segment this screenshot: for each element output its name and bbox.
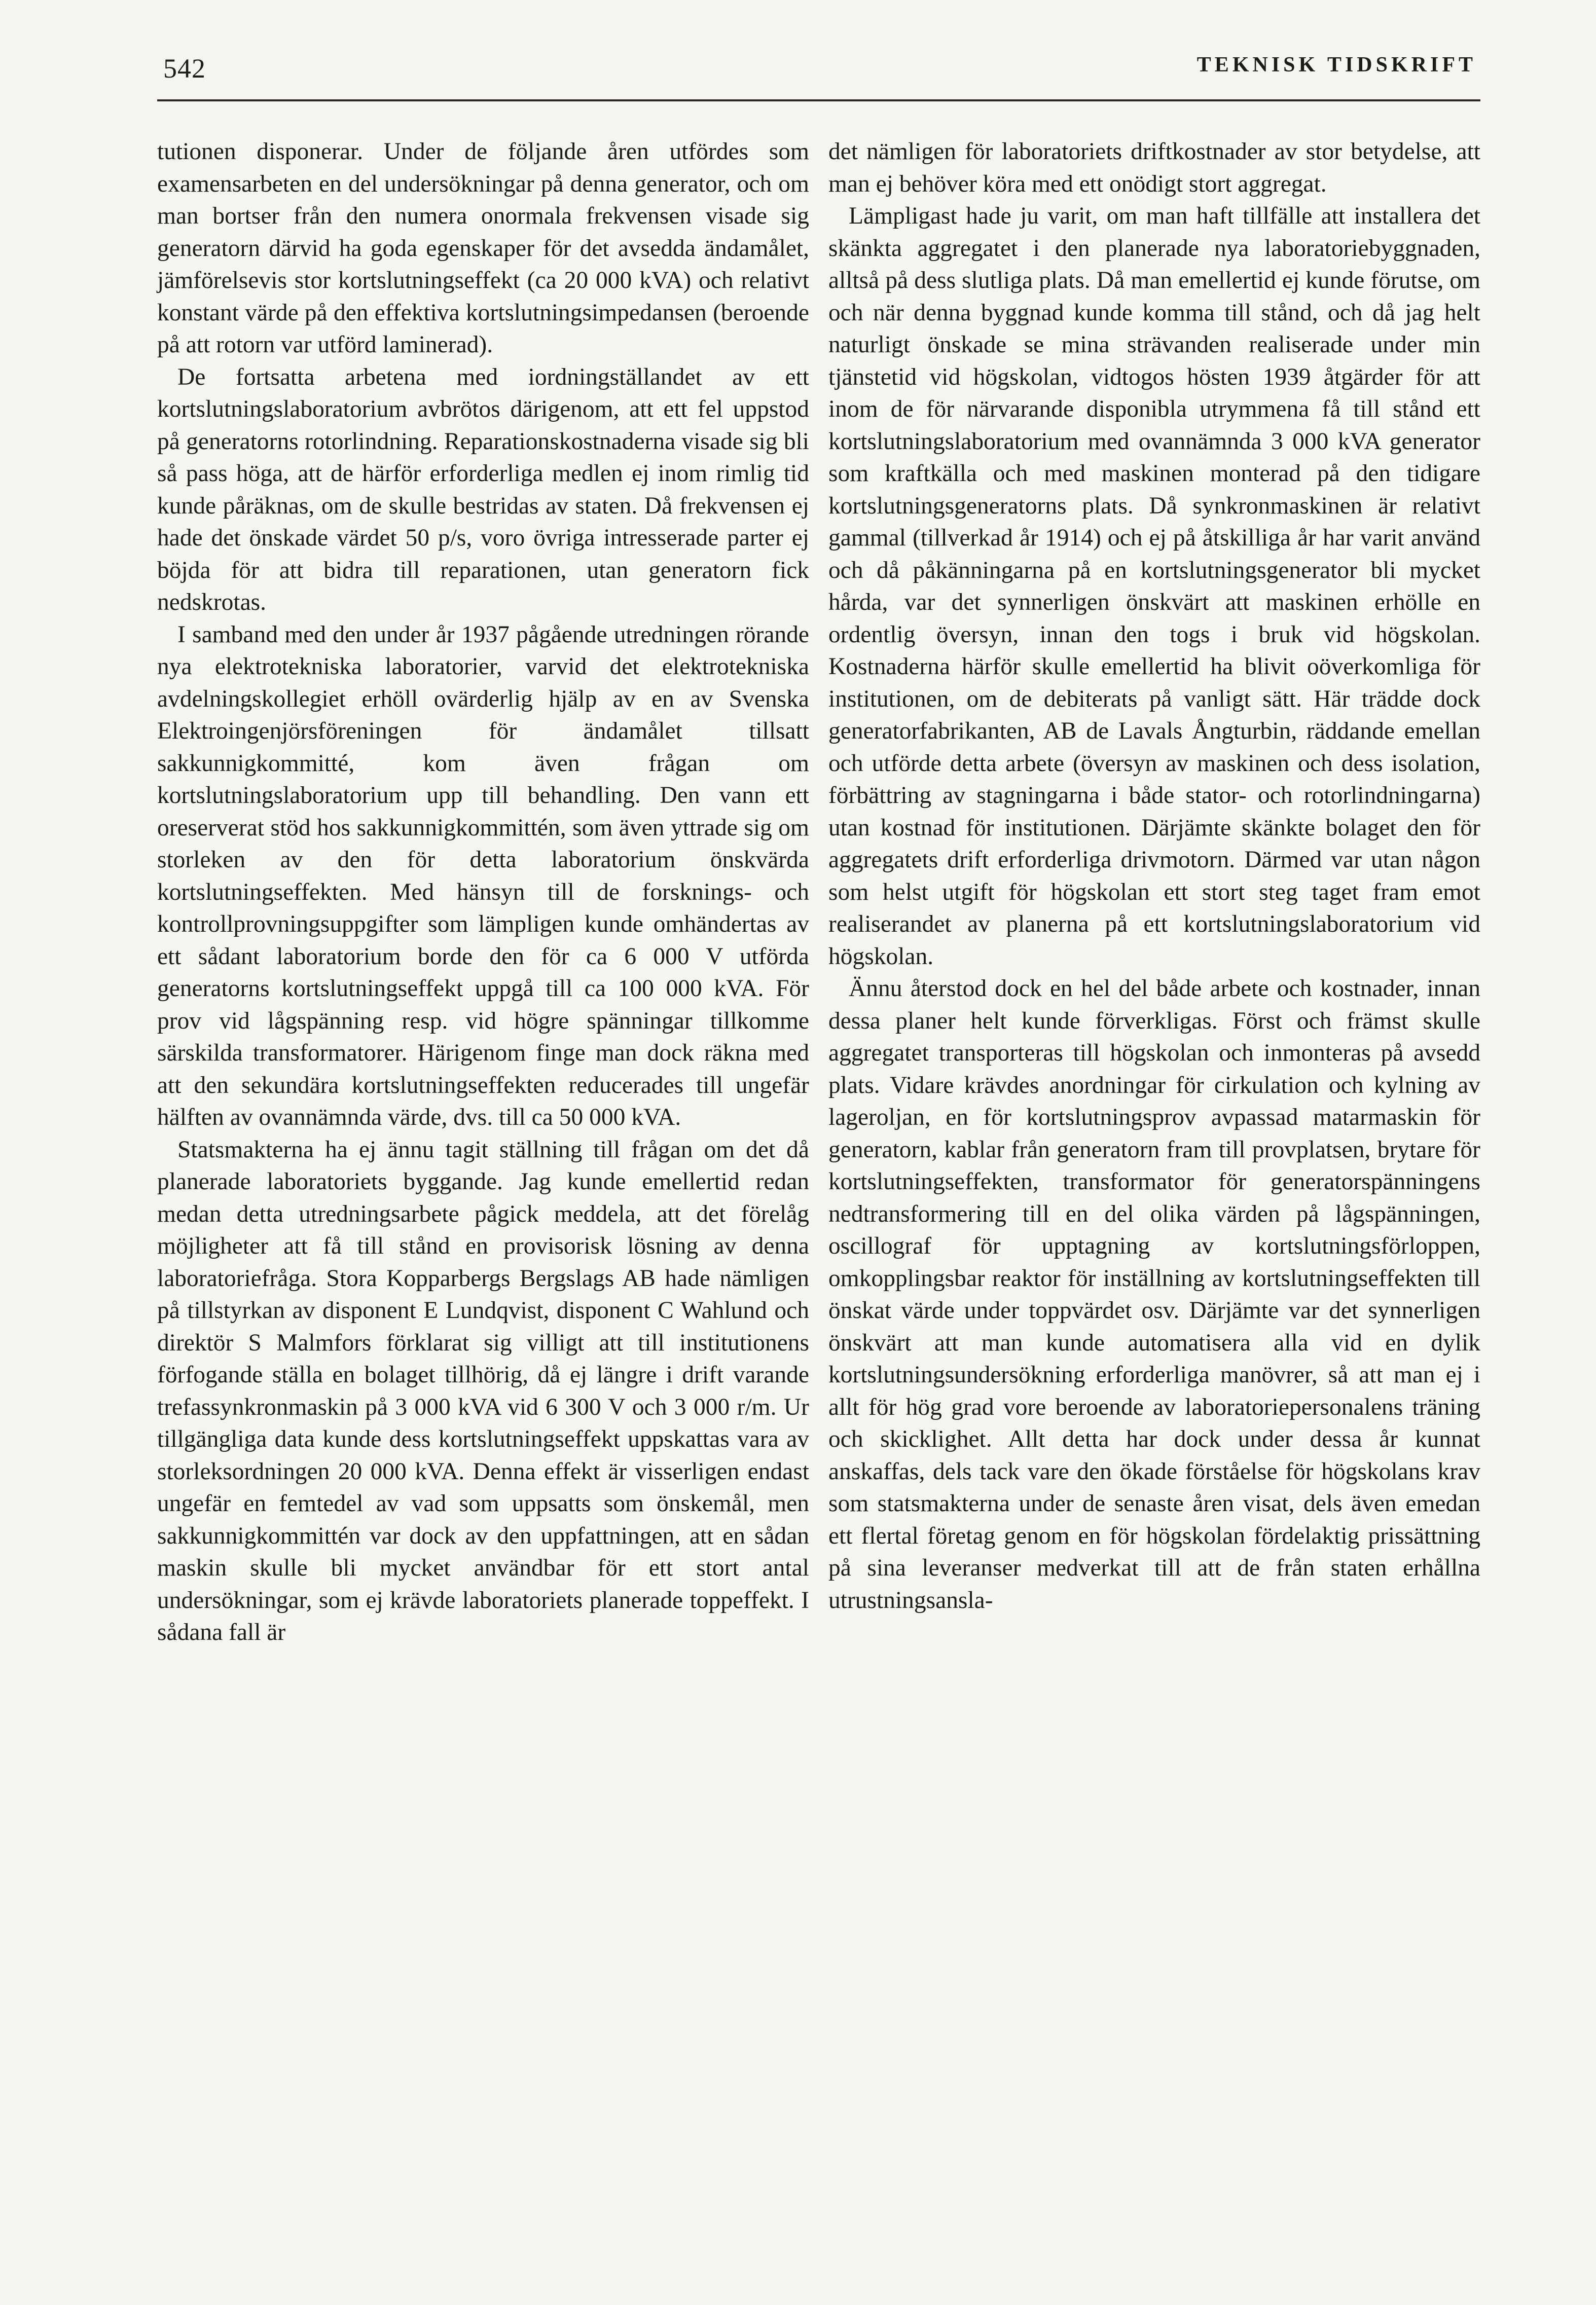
paragraph: Statsmakterna ha ej ännu tagit ställning till frågan om det då planerade laboratoriets byggande. Jag kunde emellertid redan medan detta utredningsarbete pågick meddela, att det förelåg möjligheter att få till stånd en provisorisk lösning av denna laboratoriefråga. Stora Kopparbergs Bergslags AB hade nämligen på tillstyrkan av disponent E Lundqvist, disponent C Wahlund och direktör S Malmfors förklarat sig villigt att till institutionens förfogande ställa en bolaget tillhörig, då ej längre i drift varande trefassynkronmaskin på 3 000 kVA vid 6 300 V och 3 000 r/m. Ur tillgängliga data kunde dess kortslutningseffekt uppskattas vara av storleksordningen 20 000 kVA. Denna effekt är visserligen endast ungefär en femtedel av vad som uppsatts som önskemål, men sakkunnigkommittén var dock av den uppfattningen, att en sådan maskin skulle bli mycket användbar för ett stort antal undersökningar, som ej krävde laboratoriets planerade toppeffekt. I sådana fall är	[157, 1136, 809, 1645]
header-rule	[157, 99, 1480, 101]
paragraph: tutionen disponerar. Under de följande åren utfördes som examensarbeten en del undersökningar på denna generator, och om man bortser från den numera onormala frekvensen visade sig generatorn därvid ha goda egenskaper för det avsedda ändamålet, jämförelsevis stor kortslutningseffekt (ca 20 000 kVA) och relativt konstant värde på den effektiva kortslutningsimpedansen (beroende på att rotorn var utförd laminerad).	[157, 138, 809, 358]
paragraph: det nämligen för laboratoriets driftkostnader av stor betydelse, att man ej behöver köra med ett onödigt stort aggregat.	[828, 138, 1480, 197]
paragraph: Ännu återstod dock en hel del både arbete och kostnader, innan dessa planer helt kunde förverkligas. Först och främst skulle aggregatet transporteras till högskolan och inmonteras på avsedd plats. Vidare krävdes anordningar för cirkulation och kylning av lageroljan, en för kortslutningsprov avpassad matarmaskin för generatorn, kablar från generatorn fram till provplatsen, brytare för kortslutningseffekten, transformator för generatorspänningens nedtransformering till en del olika värden på lågspänningen, oscillograf för upptagning av kortslutningsförloppen, omkopplingsbar reaktor för inställning av kortslutningseffekten till önskat värde under toppvärdet osv. Därjämte var det synnerligen önskvärt att man kunde automatisera alla vid en dylik kortslutningsundersökning erforderliga manövrer, så att man ej i allt för hög grad vore beroende av laboratoriepersonalens träning och skicklighet. Allt detta har dock under dessa år kunnat anskaffas, dels tack vare den ökade förståelse för högskolans krav som statsmakterna under de senaste åren visat, dels även emedan ett flertal företag genom en för högskolan fördelaktig prissättning på sina leveranser medverkat till att de från staten erhållna utrustningsansla-	[828, 975, 1480, 1614]
journal-title: TEKNISK TIDSKRIFT	[1196, 53, 1476, 77]
right-column	[828, 136, 1480, 1617]
left-column	[157, 136, 809, 1649]
paragraph: De fortsatta arbetena med iordningställandet av ett kortslutningslaboratorium avbrötos därigenom, att ett fel uppstod på generatorns rotorlindning. Reparationskostnaderna visade sig bli så pass höga, att de härför erforderliga medlen ej inom rimlig tid kunde påräknas, om de skulle bestridas av staten. Då frekvensen ej hade det önskade värdet 50 p/s, voro övriga intresserade parter ej böjda för att bidra till reparationen, utan generatorn fick nedskrotas.	[157, 363, 809, 615]
paragraph: Lämpligast hade ju varit, om man haft tillfälle att installera det skänkta aggregatet i den planerade nya laboratoriebyggnaden, alltså på dess slutliga plats. Då man emellertid ej kunde förutse, om och när denna byggnad kunde komma till stånd, och då jag helt naturligt önskade se mina strävanden realiserade under min tjänstetid vid högskolan, vidtogos hösten 1939 åtgärder för att inom de för närvarande disponibla utrymmena få till stånd ett kortslutningslaboratorium med ovannämnda 3 000 kVA generator som kraftkälla och med maskinen monterad på den tidigare kortslutningsgeneratorns plats. Då synkronmaskinen är relativt gammal (tillverkad år 1914) och ej på åtskilliga år har varit använd och då påkänningarna på en kortslutningsgenerator bli mycket hårda, var det synnerligen önskvärt att maskinen erhölle en ordentlig översyn, innan den togs i bruk vid högskolan. Kostnaderna härför skulle emellertid ha blivit oöverkomliga för institutionen, om de debiterats på vanligt sätt. Här trädde dock generatorfabrikanten, AB de Lavals Ångturbin, räddande emellan och utförde detta arbete (översyn av maskinen och dess isolation, förbättring av stagningarna i både stator- och rotorlindningarna) utan kostnad för institutionen. Därjämte skänkte bolaget den för aggregatets drift erforderliga drivmotorn. Därmed var utan någon som helst utgift för högskolan ett stort steg taget fram emot realiserandet av planerna på ett kortslutningslaboratorium vid högskolan.	[828, 203, 1480, 970]
paragraph: I samband med den under år 1937 pågående utredningen rörande nya elektrotekniska laboratorier, varvid det elektrotekniska avdelningskollegiet erhöll ovärderlig hjälp av en av Svenska Elektroingenjörsföreningen för ändamålet tillsatt sakkunnigkommitté, kom även frågan om kortslutningslaboratorium upp till behandling. Den vann ett oreserverat stöd hos sakkunnigkommittén, som även yttrade sig om storleken av den för detta laboratorium önskvärda kortslutningseffekten. Med hänsyn till de forsknings- och kontrollprovningsuppgifter som lämpligen kunde omhändertas av ett sådant laboratorium borde den för ca 6 000 V utförda generatorns kortslutningseffekt uppgå till ca 100 000 kVA. För prov vid lågspänning resp. vid högre spänningar tillkomme särskilda transformatorer. Härigenom finge man dock räkna med att den sekundära kortslutningseffekten reducerades till ungefär hälften av ovannämnda värde, dvs. till ca 50 000 kVA.	[157, 621, 809, 1130]
page-number: 542	[163, 53, 206, 84]
